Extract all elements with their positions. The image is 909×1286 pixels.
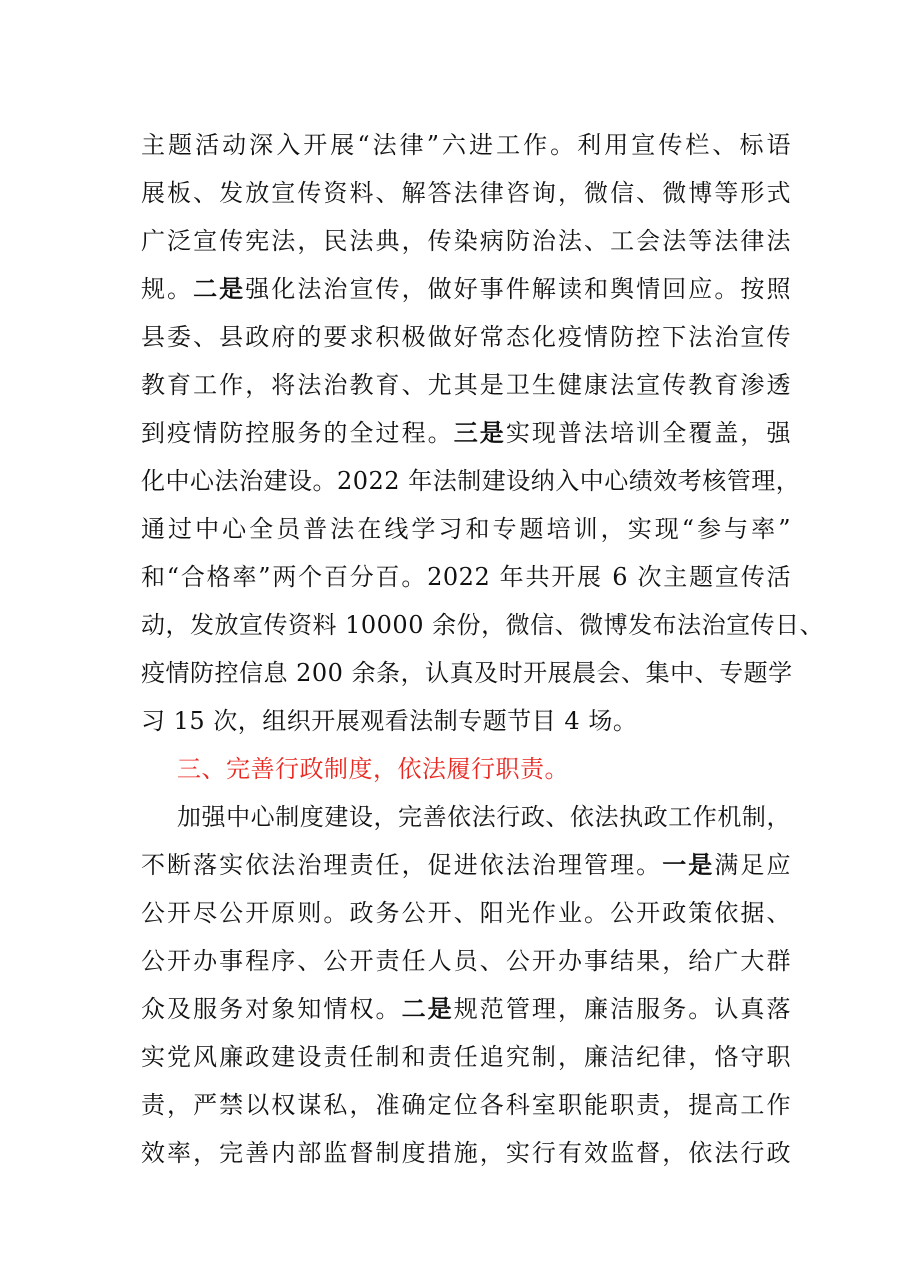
body-text: 通过中心全员普法在线学习和专题培训，实现“参与率”	[141, 515, 791, 543]
paragraph-line	[141, 793, 791, 841]
paragraph-line	[141, 409, 791, 457]
body-text: 化中心法治建设。2022 年法制建设纳入中心绩效考核管理，	[141, 467, 801, 495]
body-text: 加强中心制度建设，完善依法行政、依法执政工作机制，	[177, 803, 791, 831]
paragraph-line	[141, 1081, 791, 1129]
body-text: 三、完善行政制度，依法履行职责。	[177, 755, 569, 783]
paragraph-line	[141, 697, 791, 745]
paragraph-line	[141, 937, 791, 985]
paragraph-line	[141, 985, 791, 1033]
body-text: 动，发放宣传资料 10000 余份，微信、微博发布法治宣传日、	[141, 611, 825, 639]
paragraph-line	[141, 553, 791, 601]
paragraph-line	[141, 649, 791, 697]
emphasis-text: 二是	[193, 274, 246, 303]
body-text: 习 15 次，组织开展观看法制专题节目 4 场。	[141, 707, 638, 735]
body-text: 实现普法培训全覆盖，强	[505, 419, 791, 447]
paragraph-line	[141, 457, 801, 505]
section-heading	[141, 745, 791, 793]
body-text: 公开尽公开原则。政务公开、阳光作业。公开政策依据、	[141, 899, 791, 927]
body-text: 强化法治宣传，做好事件解读和舆情回应。按照	[245, 275, 791, 303]
body-text: 展板、发放宣传资料、解答法律咨询，微信、微博等形式	[141, 179, 791, 207]
body-text: 主题活动深入开展“法律”六进工作。利用宣传栏、标语	[141, 131, 791, 159]
paragraph-line	[141, 265, 791, 313]
paragraph-line	[141, 1129, 791, 1177]
body-text: 不断落实依法治理责任，促进依法治理管理。	[141, 851, 663, 879]
body-text: 众及服务对象知情权。	[141, 995, 402, 1023]
paragraph-line	[141, 313, 791, 361]
body-text: 规范管理，廉洁服务。认真落	[453, 995, 791, 1023]
emphasis-text: 一是	[662, 850, 715, 879]
paragraph-line	[141, 889, 791, 937]
body-text: 满足应	[714, 851, 791, 879]
paragraph-line	[141, 121, 791, 169]
body-text: 实党风廉政建设责任制和责任追究制，廉洁纪律，恪守职	[141, 1043, 791, 1071]
body-text: 规。	[141, 275, 194, 303]
body-text: 和“合格率”两个百分百。2022 年共开展 6 次主题宣传活	[141, 563, 791, 591]
body-text: 到疫情防控服务的全过程。	[141, 419, 454, 447]
paragraph-line	[141, 361, 791, 409]
body-text: 疫情防控信息 200 余条，认真及时开展晨会、集中、专题学	[141, 659, 793, 687]
paragraph-line	[141, 841, 791, 889]
emphasis-text: 二是	[401, 994, 454, 1023]
paragraph-line	[141, 505, 791, 553]
body-text: 广泛宣传宪法，民法典，传染病防治法、工会法等法律法	[141, 227, 791, 255]
body-text: 效率，完善内部监督制度措施，实行有效监督，依法行政	[141, 1139, 791, 1167]
paragraph-line	[141, 169, 791, 217]
document-body	[141, 121, 825, 1177]
body-text: 县委、县政府的要求积极做好常态化疫情防控下法治宣传	[141, 323, 791, 351]
body-text: 公开办事程序、公开责任人员、公开办事结果，给广大群	[141, 947, 791, 975]
paragraph-line	[141, 601, 825, 649]
paragraph-line	[141, 217, 791, 265]
paragraph-line	[141, 1033, 791, 1081]
body-text: 责，严禁以权谋私，准确定位各科室职能职责，提高工作	[141, 1091, 791, 1119]
emphasis-text: 三是	[453, 418, 506, 447]
body-text: 教育工作，将法治教育、尤其是卫生健康法宣传教育渗透	[141, 371, 791, 399]
